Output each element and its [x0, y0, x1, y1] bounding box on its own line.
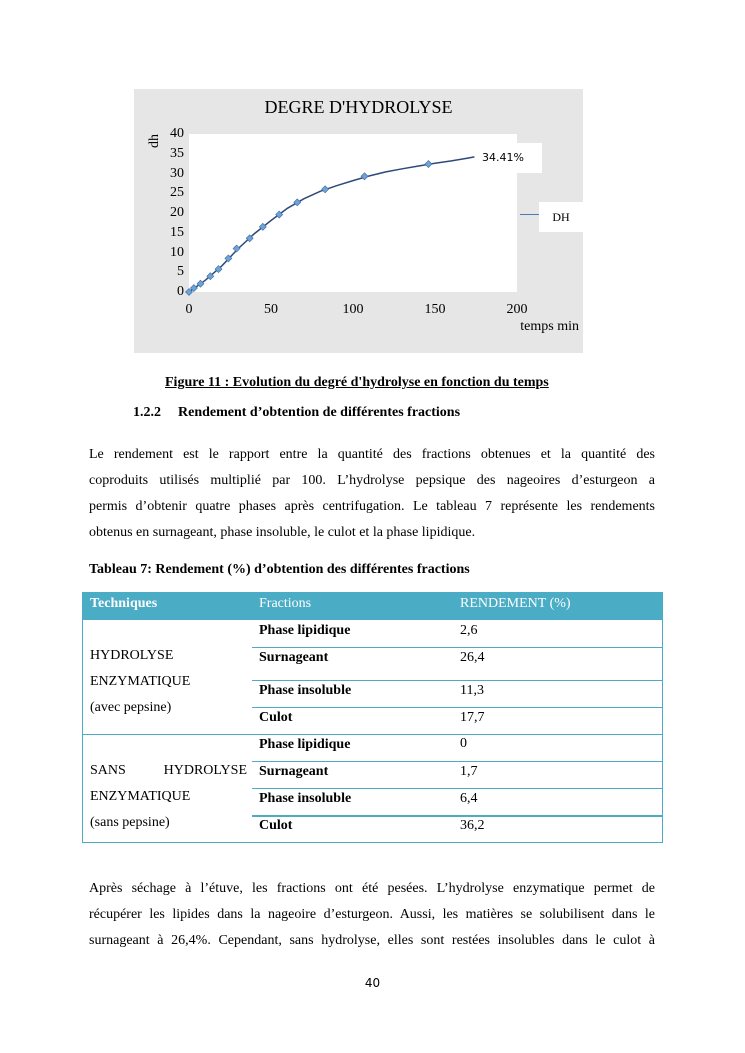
- paragraph-line: Après séchage à l’étuve, les fractions ont été pesées. L’hydrolyse enzymatique permet de: [89, 881, 655, 896]
- paragraph-line: obtenus en surnageant, phase insoluble, le culot et la phase lipidique.: [89, 525, 476, 540]
- x-tick-label: 50: [264, 302, 278, 317]
- y-tick-label: 5: [177, 264, 184, 280]
- value-cell: 6,4: [460, 791, 478, 806]
- group-label-line: SANS HYDROLYSE: [90, 763, 247, 778]
- fraction-cell: Phase insoluble: [259, 683, 352, 698]
- legend-line-marker: [520, 214, 539, 215]
- header-techniques: Techniques: [90, 596, 158, 611]
- fraction-cell: Culot: [259, 818, 293, 833]
- group-label-line: (avec pepsine): [90, 700, 172, 715]
- value-cell: 17,7: [460, 710, 485, 725]
- paragraph-line: permis d’obtenir quatre phases après centrifugation. Le tableau 7 représente les rendements: [89, 499, 655, 514]
- value-cell: 1,7: [460, 764, 478, 779]
- x-tick-label: 100: [342, 302, 364, 317]
- table-header-row: [83, 593, 662, 620]
- row-divider: [252, 815, 662, 817]
- fraction-cell: Culot: [259, 710, 293, 725]
- row-divider: [252, 761, 662, 762]
- group-label-line: ENZYMATIQUE: [90, 789, 191, 804]
- row-divider: [252, 680, 662, 681]
- group-label-line: HYDROLYSE: [90, 648, 174, 663]
- group-label-line: ENZYMATIQUE: [90, 674, 191, 689]
- x-tick-label: 0: [185, 302, 193, 317]
- table-caption: Tableau 7: Rendement (%) d’obtention des différentes fractions: [89, 562, 470, 577]
- paragraph-line: surnageant à 26,4%. Cependant, sans hydrolyse, elles sont restées insolubles dans le culot à: [89, 933, 655, 948]
- value-cell: 36,2: [460, 818, 485, 833]
- y-tick-label: 25: [170, 185, 184, 201]
- legend-entry-dh: DH: [539, 202, 583, 232]
- fraction-cell: Surnageant: [259, 764, 329, 779]
- value-cell: 11,3: [460, 683, 484, 698]
- paragraph-line: Le rendement est le rapport entre la quantité des fractions obtenues et la quantité des: [89, 447, 655, 462]
- page-number: 40: [364, 976, 381, 990]
- section-heading: [133, 405, 460, 421]
- value-cell: 26,4: [460, 650, 485, 665]
- section-number: 1.2.2: [133, 405, 161, 420]
- group-label-with-pepsin: [90, 643, 247, 721]
- y-tick-label: 15: [170, 224, 184, 240]
- row-divider: [252, 707, 662, 708]
- row-divider: [252, 788, 662, 789]
- chart-title: DEGRE D'HYDROLYSE: [264, 97, 453, 117]
- group-label-without-pepsin: [90, 758, 247, 836]
- x-tick-label: 200: [506, 302, 528, 317]
- y-tick-label: 40: [170, 126, 184, 141]
- row-divider: [252, 647, 662, 648]
- value-cell: 2,6: [460, 623, 478, 638]
- data-label-final: 34.41%: [476, 143, 542, 173]
- y-tick-label: 0: [177, 284, 184, 299]
- x-axis-label: temps min: [520, 319, 579, 334]
- fraction-cell: Phase insoluble: [259, 791, 352, 806]
- fraction-cell: Phase lipidique: [259, 623, 351, 638]
- paragraph-line: coproduits utilisés multiplié par 100. L’hydrolyse pepsique des nageoires d’esturgeon a: [89, 473, 655, 488]
- header-fractions: Fractions: [259, 596, 312, 611]
- y-tick-label: 35: [170, 145, 184, 161]
- paragraph-1: [89, 442, 655, 546]
- yield-table: [82, 592, 663, 843]
- paragraph-2: [89, 876, 655, 954]
- hydrolysis-chart: [134, 89, 583, 353]
- y-axis-label: dh: [147, 134, 162, 148]
- header-rendement: RENDEMENT (%): [460, 596, 571, 611]
- value-cell: 0: [460, 736, 467, 751]
- group-label-line: (sans pepsine): [90, 815, 170, 830]
- x-tick-label: 150: [424, 302, 446, 317]
- fraction-cell: Phase lipidique: [259, 737, 351, 752]
- fraction-cell: Surnageant: [259, 650, 329, 665]
- y-tick-label: 20: [170, 205, 184, 220]
- figure-caption: Figure 11 : Evolution du degré d'hydrolyse en fonction du temps: [165, 375, 549, 390]
- y-tick-label: 10: [170, 244, 184, 260]
- y-tick-label: 30: [170, 165, 184, 181]
- paragraph-line: récupérer les lipides dans la nageoire d’esturgeon. Aussi, les matières se solubilisent dans le: [89, 907, 655, 922]
- section-title: Rendement d’obtention de différentes fractions: [178, 405, 461, 420]
- group-divider: [83, 734, 662, 735]
